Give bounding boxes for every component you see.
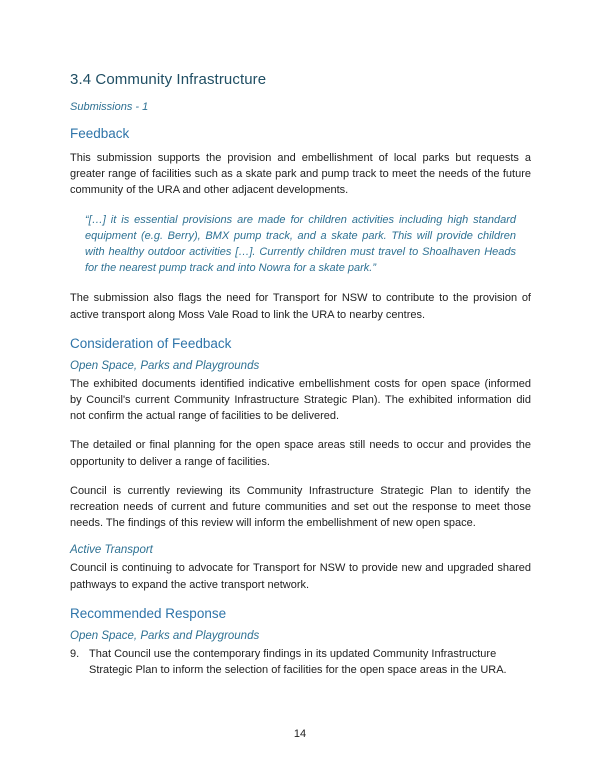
recommended-response-subheading: Open Space, Parks and Playgrounds bbox=[70, 629, 260, 642]
feedback-paragraph-1: This submission supports the provision and embellishment of local parks but requests a greater range of facilities such as a skate park and pump track to meet the needs of the future community of the URA and other adjacent developments. bbox=[70, 152, 531, 197]
recommendation-text: That Council use the contemporary findings in its updated Community Infrastructure Strategic Plan to inform the selection of facilities for the open space areas in the URA. bbox=[89, 647, 507, 677]
page-number: 14 bbox=[293, 728, 307, 740]
page-content bbox=[70, 71, 531, 691]
active-transport-paragraph: Council is continuing to advocate for Transport for NSW to provide new and upgraded shared pathways to expand the active transport network. bbox=[70, 562, 531, 591]
feedback-heading: Feedback bbox=[70, 126, 130, 141]
recommendation-item bbox=[70, 646, 531, 678]
consideration-paragraph-3: Council is currently reviewing its Community Infrastructure Strategic Plan to identify the recreation needs of current and future communities and set out the response to meet those needs. The findings of this review will inform the embellishment of new open space. bbox=[70, 484, 531, 530]
feedback-paragraph-2: The submission also flags the need for Transport for NSW to contribute to the provision of active transport along Moss Vale Road to link the URA to nearby centres. bbox=[70, 292, 531, 321]
consideration-heading: Consideration of Feedback bbox=[70, 335, 232, 351]
recommendation-number: 9. bbox=[70, 647, 80, 660]
active-transport-subheading: Active Transport bbox=[70, 544, 153, 557]
consideration-paragraph-1: The exhibited documents identified indicative embellishment costs for open space (informed by Council's current Community Infrastructure Strategic Plan). The exhibited information did not confirm the actual range of facilities to be delivered. bbox=[70, 377, 531, 423]
submission-quote: “[…] it is essential provisions are made for children activities including high standard equipment (e.g. Berry), BMX pump track, and a skate park. This will provide children with healthy outdoor activities […]. Currently children must travel to Shoalhaven Heads for the nearest pump track and into Nowra for a skate park.” bbox=[85, 213, 516, 275]
consideration-paragraph-2: The detailed or final planning for the open space areas still needs to occur and provides the opportunity to deliver a range of facilities. bbox=[70, 439, 531, 468]
section-heading: 3.4 Community Infrastructure bbox=[70, 71, 267, 88]
open-space-subheading: Open Space, Parks and Playgrounds bbox=[70, 359, 260, 372]
submissions-note: Submissions - 1 bbox=[70, 101, 149, 113]
recommended-response-heading: Recommended Response bbox=[70, 605, 227, 621]
